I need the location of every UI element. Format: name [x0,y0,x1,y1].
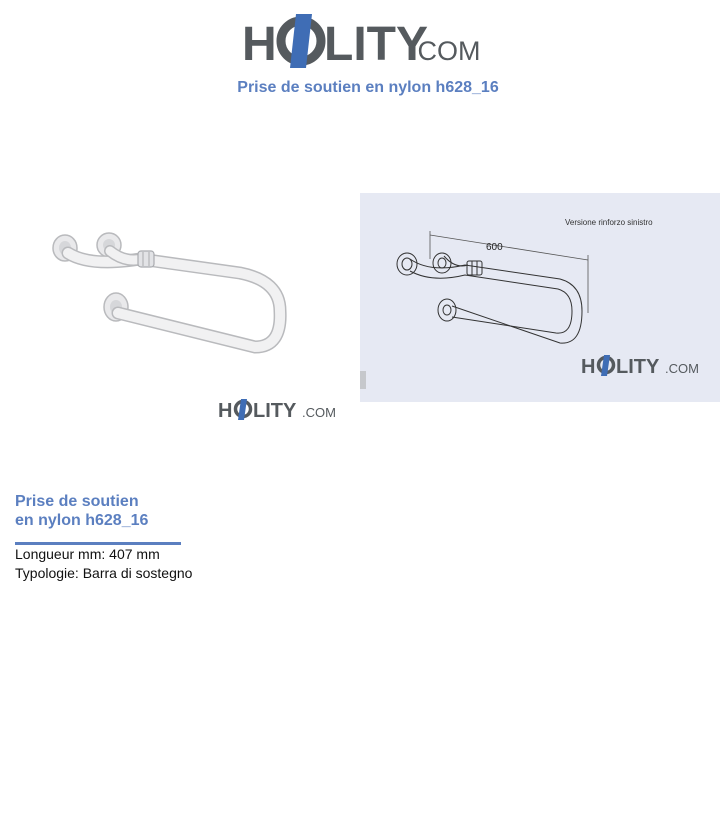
drawing-watermark-com: .COM [665,361,699,376]
drawing-caption: Versione rinforzo sinistro [565,218,653,227]
grab-bar-illustration [53,233,280,347]
holity-logo[interactable] [0,8,720,68]
dimension-line [430,231,588,313]
watermark-letter-h: H [218,400,233,422]
spec-type [15,565,192,581]
product-title-line2: en nylon h628_16 [15,512,149,529]
watermark-letters-lity: LITY [253,400,297,422]
logo-com: .COM [410,36,481,66]
product-title-line1: Prise de soutien [15,493,139,510]
drawing-watermark-letters-lity: LITY [616,356,660,378]
gallery-scroll-handle[interactable] [360,371,366,389]
spec-value: 407 mm [109,546,160,562]
spec-label: Typologie: [15,565,79,581]
drawing-watermark-letter-h: H [581,356,596,378]
spec-value: Barra di sostegno [82,565,193,581]
page-title: Prise de soutien en nylon h628_16 [237,79,499,96]
drawing-svg [360,193,720,402]
technical-drawing[interactable] [360,193,720,402]
spec-label: Longueur mm: [15,546,106,562]
logo-letter-h: H [242,18,277,68]
dimension-label: 600 [486,242,503,253]
watermark-o-icon [236,399,251,420]
logo-letters-lity: LITY [324,18,428,68]
spec-length [15,546,160,562]
product-title [15,492,215,530]
drawing-watermark-o-icon [599,355,614,376]
watermark-com: .COM [302,405,336,420]
grab-bar-line-drawing [397,253,582,343]
logo-o-icon [281,14,321,68]
title-divider [15,542,181,545]
product-photo[interactable] [30,215,350,430]
